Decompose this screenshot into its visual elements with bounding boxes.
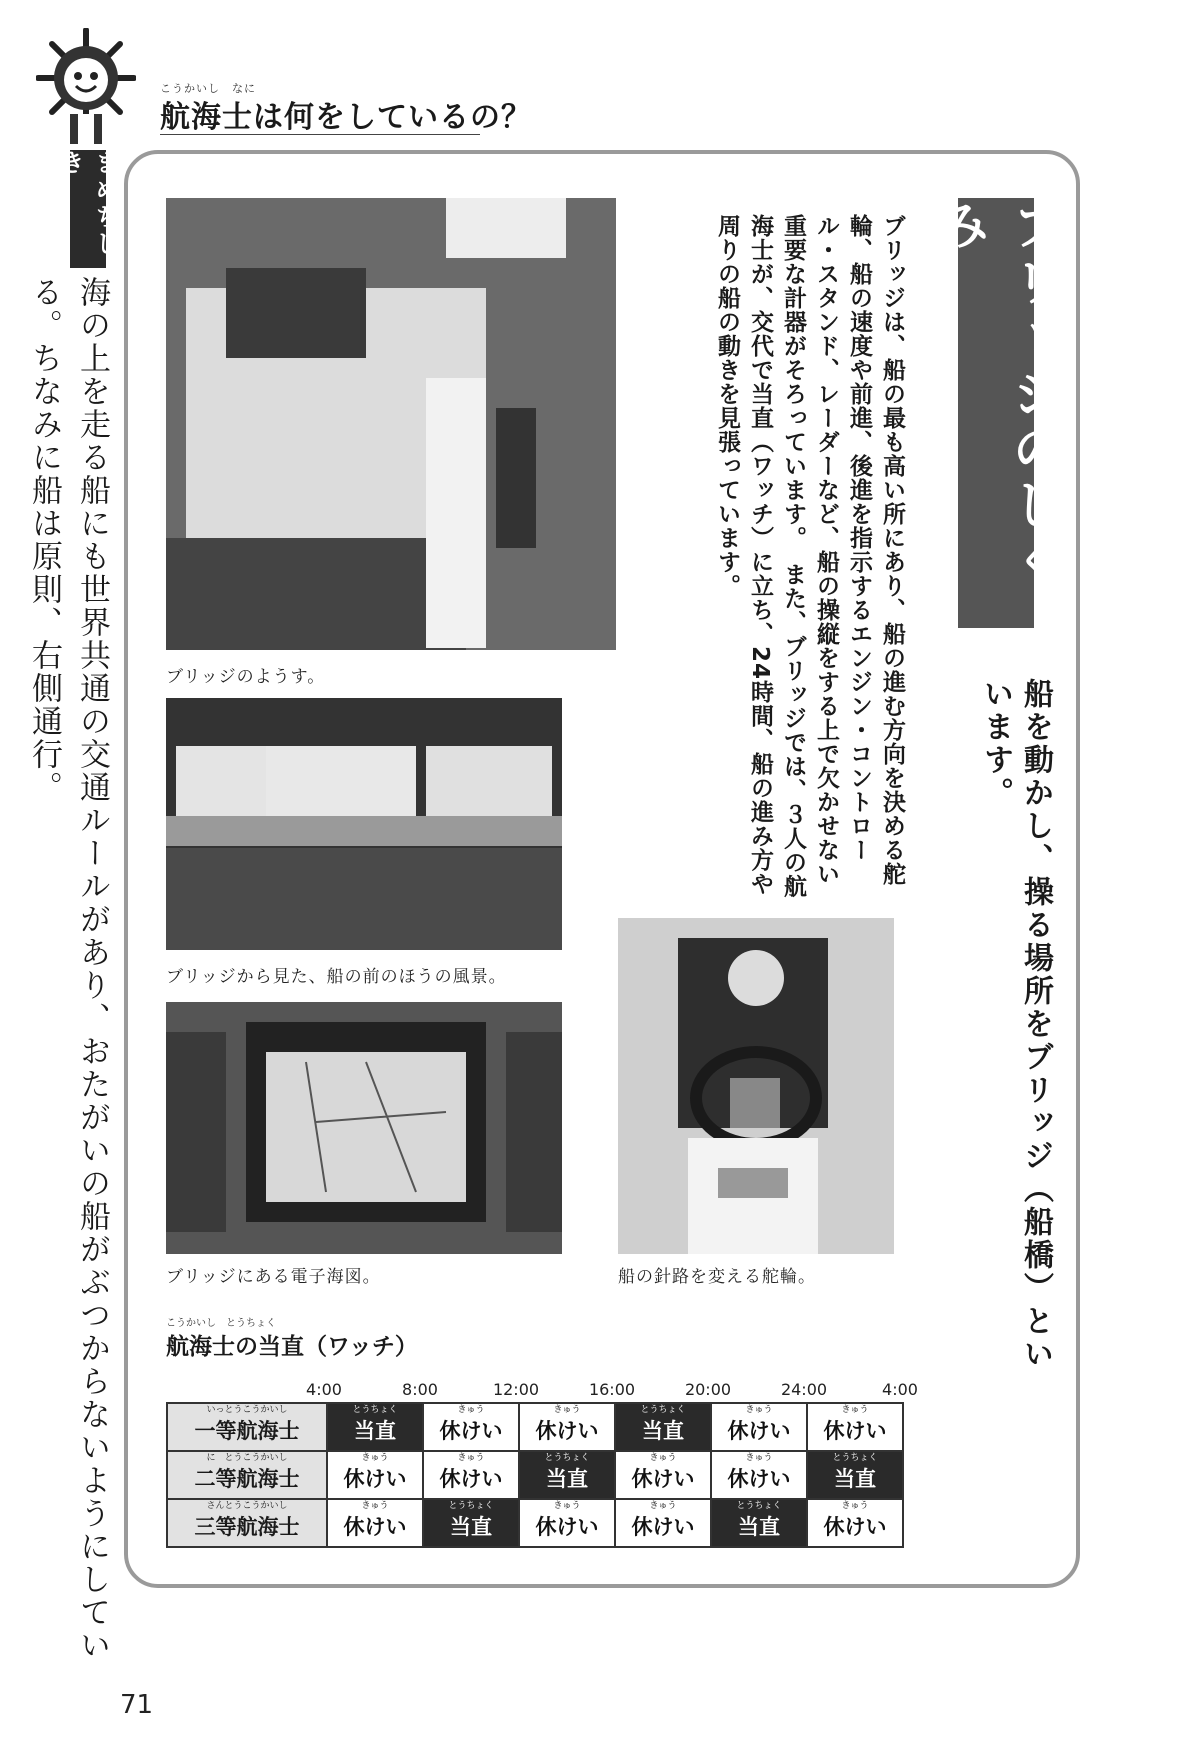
cell-label: 当直 [546, 1467, 588, 1491]
watch-cell-rest [423, 1451, 519, 1499]
cell-label: 当直 [834, 1467, 876, 1491]
section-title: ブリッジのしくみ [958, 198, 1034, 628]
cell-ruby: きゅう [553, 1405, 581, 1415]
photo-caption: ブリッジのようす。 [166, 667, 326, 687]
row-header-label: 二等航海士 [194, 1467, 300, 1491]
cell-ruby: きゅう [457, 1405, 485, 1415]
cell-label: 休けい [343, 1467, 407, 1491]
time-label: 16:00 [588, 1380, 636, 1399]
row-header-label: 一等航海士 [194, 1419, 300, 1443]
cell-label: 休けい [631, 1467, 695, 1491]
section-body-text: ブリッジは、船の最も高い所にあり、船の進む方向を決める舵輪、船の速度や前進、後進を指示するエンジン・コントロール・スタンド、レーダーなど、船の操縦をする上で欠かせない重要な計器がそろっています。 また、ブリッジでは、３人の航海士が、交代で当直（ワッチ）に立ち、24時間、船の進み方や周りの船の動きを見張っています。 [714, 214, 905, 899]
electronic-chart-photo [166, 1002, 562, 1254]
cell-ruby: きゅう [745, 1453, 773, 1463]
page-number: 71 [120, 1690, 154, 1720]
ship-wheel-mascot-icon [36, 28, 136, 148]
cell-ruby: とうちょく [832, 1453, 878, 1463]
cell-ruby: きゅう [361, 1453, 389, 1463]
page-title: 航海士は何をしているの？ [160, 100, 532, 135]
watch-cell-rest [807, 1403, 903, 1451]
watch-table-title: 航海士の当直（ワッチ） [166, 1334, 418, 1360]
row-header-ruby: さんとうこうかいし [206, 1501, 288, 1511]
cell-ruby: とうちょく [640, 1405, 686, 1415]
watch-cell-rest [711, 1403, 807, 1451]
watch-row [167, 1499, 903, 1547]
watch-cell-duty [711, 1499, 807, 1547]
cell-ruby: きゅう [841, 1501, 869, 1511]
row-header-label: 三等航海士 [194, 1515, 300, 1539]
side-note-text: 海の上を走る船にも世界共通の交通ルールがあり、おたがいの船がぶつからないようにしている。ちなみに船は原則、右側通行。 [26, 276, 110, 1662]
cell-ruby: きゅう [841, 1405, 869, 1415]
time-label: 4:00 [306, 1380, 342, 1399]
cell-label: 休けい [631, 1515, 695, 1539]
cell-ruby: きゅう [649, 1501, 677, 1511]
cell-label: 休けい [727, 1419, 791, 1443]
cell-ruby: きゅう [553, 1501, 581, 1511]
watch-cell-duty [807, 1451, 903, 1499]
watch-cell-rest [519, 1403, 615, 1451]
side-note-label: まめちしき [70, 150, 106, 268]
cell-ruby: とうちょく [544, 1453, 590, 1463]
cell-label: 休けい [343, 1515, 407, 1539]
watch-cell-rest [711, 1451, 807, 1499]
photo-caption: 船の針路を変える舵輪。 [618, 1267, 816, 1287]
cell-label: 当直 [354, 1419, 396, 1443]
helm-wheel-photo [618, 918, 894, 1254]
cell-ruby: きゅう [649, 1453, 677, 1463]
cell-label: 休けい [823, 1419, 887, 1443]
cell-label: 休けい [727, 1467, 791, 1491]
cell-ruby: きゅう [457, 1453, 485, 1463]
cell-label: 当直 [738, 1515, 780, 1539]
watch-cell-duty [327, 1403, 423, 1451]
cell-ruby: とうちょく [736, 1501, 782, 1511]
cell-label: 休けい [823, 1515, 887, 1539]
watch-row-header [167, 1499, 327, 1547]
watch-cell-rest [615, 1451, 711, 1499]
bridge-view-photo [166, 698, 562, 950]
header-underline [160, 134, 480, 135]
section-subtitle: 船を動かし、操る場所をブリッジ（船橋）といいます。 [978, 678, 1053, 1371]
cell-label: 当直 [642, 1419, 684, 1443]
header-title-ruby: こうかいし なに [160, 82, 256, 95]
cell-ruby: とうちょく [352, 1405, 398, 1415]
cell-label: 休けい [439, 1419, 503, 1443]
time-label: 4:00 [882, 1380, 918, 1399]
watch-cell-rest [615, 1499, 711, 1547]
watch-row-header [167, 1403, 327, 1451]
watch-cell-duty [519, 1451, 615, 1499]
cell-ruby: きゅう [361, 1501, 389, 1511]
photo-caption: ブリッジから見た、船の前のほうの風景。 [166, 967, 507, 987]
watch-row-header [167, 1451, 327, 1499]
watch-cell-rest [327, 1451, 423, 1499]
watch-schedule-table [166, 1402, 904, 1548]
cell-label: 休けい [535, 1515, 599, 1539]
row-header-ruby: いっとうこうかいし [206, 1405, 288, 1415]
watch-cell-rest [519, 1499, 615, 1547]
watch-row [167, 1403, 903, 1451]
cell-label: 休けい [535, 1419, 599, 1443]
watch-cell-rest [327, 1499, 423, 1547]
cell-ruby: とうちょく [448, 1501, 494, 1511]
photo-caption: ブリッジにある電子海図。 [166, 1267, 381, 1287]
time-label: 12:00 [492, 1380, 540, 1399]
time-label: 24:00 [780, 1380, 828, 1399]
watch-cell-duty [615, 1403, 711, 1451]
watch-cell-rest [807, 1499, 903, 1547]
cell-label: 休けい [439, 1467, 503, 1491]
row-header-ruby: に とうこうかいし [206, 1453, 288, 1463]
watch-row [167, 1451, 903, 1499]
watch-title-ruby: こうかいし とうちょく [166, 1318, 276, 1329]
watch-cell-rest [423, 1403, 519, 1451]
time-label: 8:00 [402, 1380, 438, 1399]
watch-cell-duty [423, 1499, 519, 1547]
cell-label: 当直 [450, 1515, 492, 1539]
bridge-interior-photo [166, 198, 616, 650]
time-label: 20:00 [684, 1380, 732, 1399]
cell-ruby: きゅう [745, 1405, 773, 1415]
